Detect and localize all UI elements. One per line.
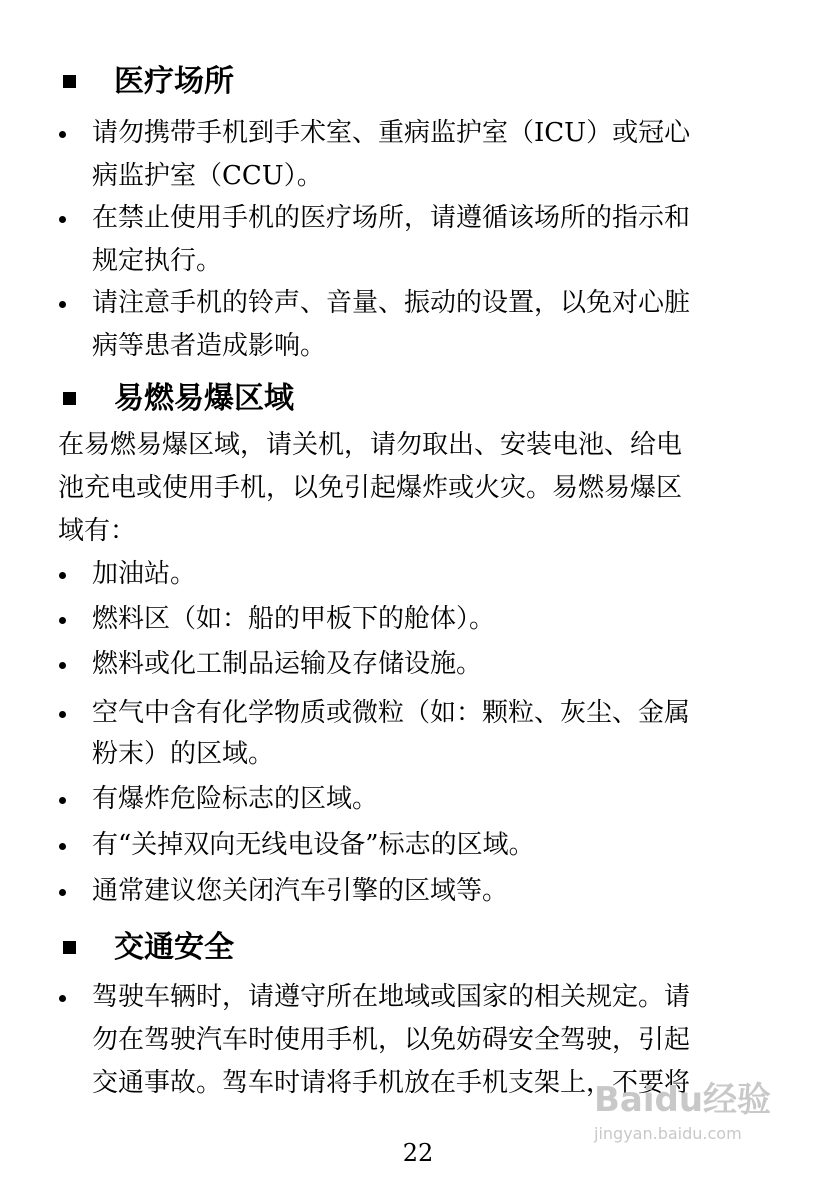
bullet-icon (59, 995, 66, 1002)
bullet-icon (59, 572, 66, 579)
bullet-icon (59, 797, 66, 804)
item-line: 规定执行。 (92, 246, 223, 276)
heading-text: 医疗场所 (114, 64, 234, 99)
heading-text: 易燃易爆区域 (114, 381, 294, 416)
item-line: 燃料或化工制品运输及存储设施。 (92, 649, 483, 679)
item-line: 请勿携带手机到手术室、重病监护室（ICU）或冠心 (92, 118, 691, 148)
item-line: 在禁止使用手机的医疗场所，请遵循该场所的指示和 (92, 203, 691, 233)
section-heading-flammable (60, 379, 820, 419)
item-line: 有爆炸危险标志的区域。 (92, 784, 379, 814)
intro-line: 池充电或使用手机，以免引起爆炸或火灾。易燃易爆区 (58, 473, 683, 503)
intro-line: 在易燃易爆区域，请关机，请勿取出、安装电池、给电 (58, 430, 683, 460)
bullet-icon (59, 301, 66, 308)
bullet-icon (59, 216, 66, 223)
square-bullet-icon (63, 392, 76, 405)
bullet-icon (59, 131, 66, 138)
item-line: 交通事故。驾车时请将手机放在手机支架上，不要将 (92, 1068, 691, 1098)
item-line: 病等患者造成影响。 (92, 331, 327, 361)
watermark-brand: Baidu经验 (594, 1080, 772, 1120)
item-line: 有“关掉双向无线电设备”标志的区域。 (92, 830, 535, 860)
item-line: 勿在驾驶汽车时使用手机，以免妨碍安全驾驶，引起 (92, 1025, 691, 1055)
item-line: 通常建议您关闭汽车引擎的区域等。 (92, 876, 509, 906)
bullet-icon (59, 617, 66, 624)
item-line: 病监护室（CCU）。 (92, 161, 323, 191)
intro-line: 域有： (58, 516, 137, 546)
item-line: 空气中含有化学物质或微粒（如：颗粒、灰尘、金属 (92, 698, 691, 728)
item-line: 请注意手机的铃声、音量、振动的设置，以免对心脏 (92, 288, 691, 318)
item-line: 燃料区（如：船的甲板下的舱体）。 (92, 604, 496, 634)
item-line: 驾驶车辆时，请遵守所在地域或国家的相关规定。请 (92, 982, 691, 1012)
square-bullet-icon (63, 75, 76, 88)
item-line: 粉末）的区域。 (92, 739, 275, 769)
page-number: 22 (402, 1139, 434, 1167)
bullet-icon (59, 889, 66, 896)
bullet-icon (59, 662, 66, 669)
square-bullet-icon (63, 941, 76, 954)
heading-text: 交通安全 (114, 930, 234, 965)
bullet-icon (59, 843, 66, 850)
section-heading-medical (60, 62, 820, 102)
watermark-site: jingyan.baidu.com (594, 1124, 742, 1143)
bullet-icon (59, 711, 66, 718)
item-line: 加油站。 (92, 559, 197, 589)
section-heading-traffic (60, 928, 820, 968)
